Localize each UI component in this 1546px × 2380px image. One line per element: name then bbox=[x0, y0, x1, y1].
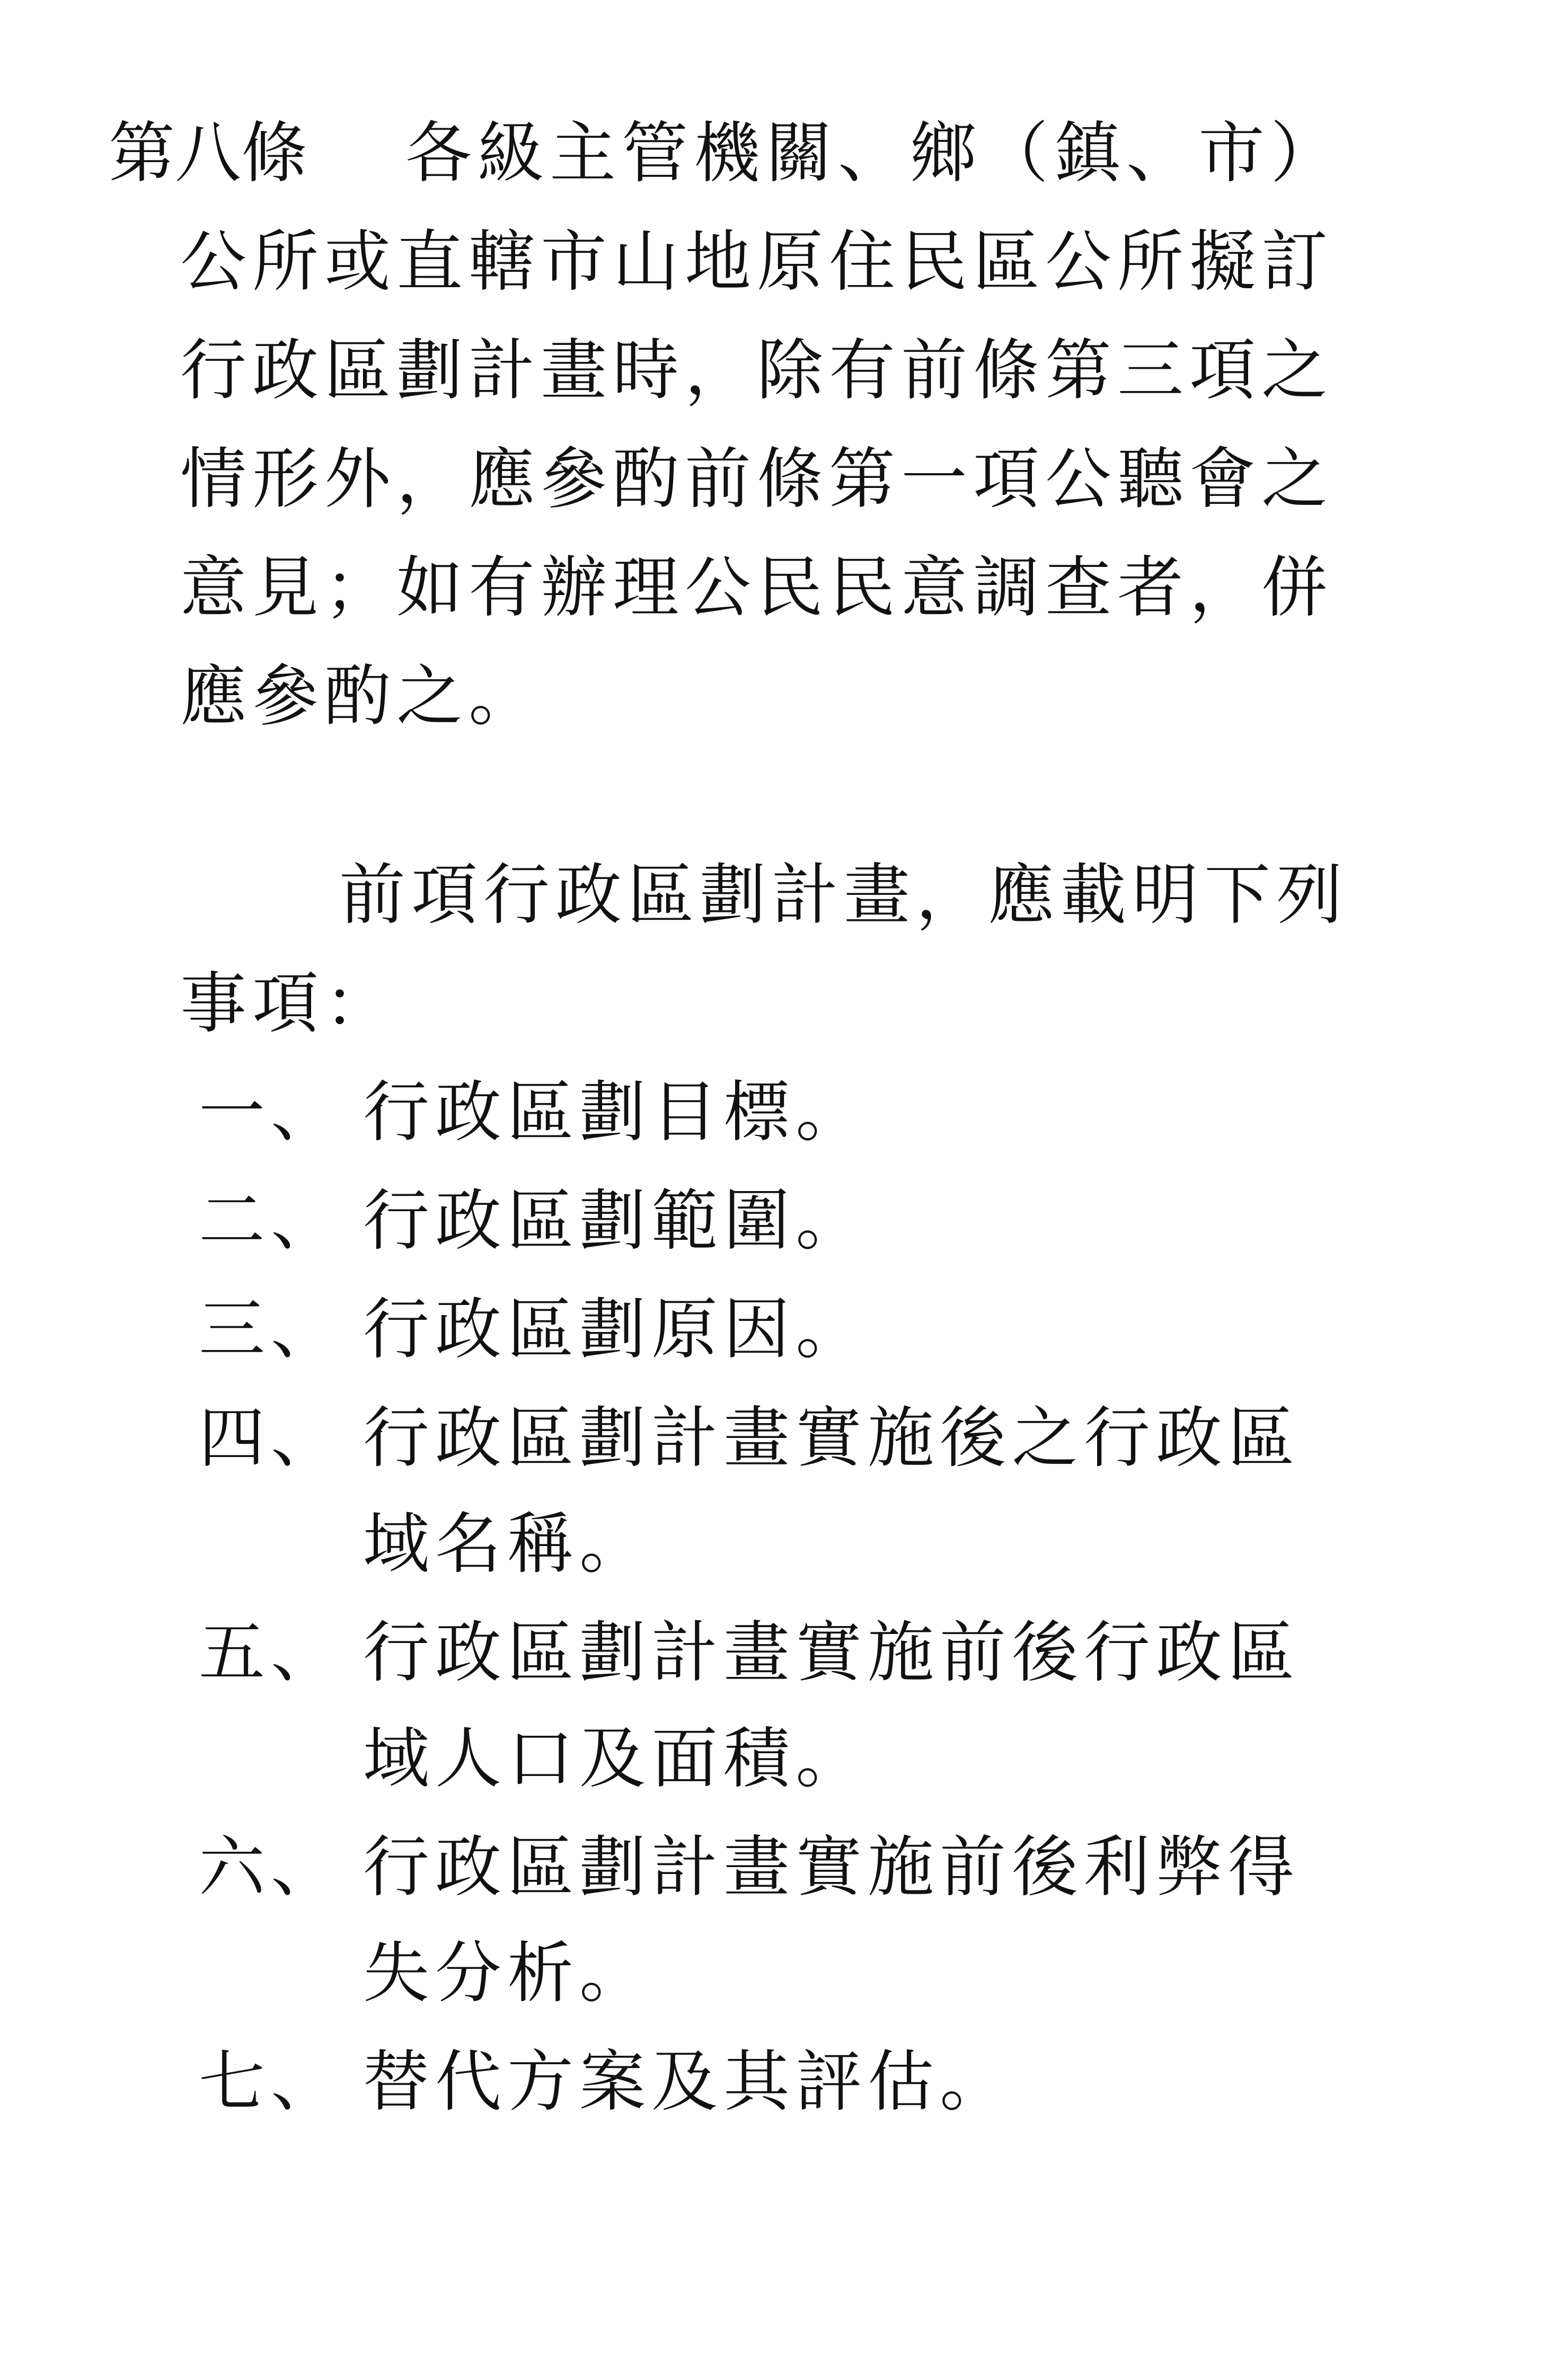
list-item-number: 六、 bbox=[199, 1829, 343, 1906]
list-item bbox=[199, 1396, 1300, 1481]
list-item bbox=[199, 1287, 868, 1372]
list-item-number: 一、 bbox=[199, 1074, 343, 1151]
list-item bbox=[199, 2040, 1012, 2125]
list-item-number: 五、 bbox=[199, 1614, 343, 1691]
list-item-text: 行政區劃範圍。 bbox=[363, 1183, 868, 1259]
article-first-line bbox=[109, 111, 1342, 196]
paragraph-line: 前項行政區劃計畫，應載明下列 bbox=[339, 857, 1348, 934]
list-item-number: 二、 bbox=[199, 1183, 343, 1259]
list-item-continuation: 失分析。 bbox=[363, 1935, 651, 2012]
list-item-text: 行政區劃計畫實施前後利弊得 bbox=[363, 1829, 1300, 1906]
article-text-line: 公所或直轄市山地原住民區公所擬訂 bbox=[180, 224, 1333, 300]
list-item bbox=[199, 1611, 1300, 1695]
list-item-number: 四、 bbox=[199, 1400, 343, 1477]
list-item-text: 行政區劃目標。 bbox=[363, 1074, 868, 1151]
list-item-text: 行政區劃計畫實施後之行政區 bbox=[363, 1400, 1300, 1477]
article-label: 第八條 bbox=[109, 115, 307, 192]
list-item-text: 行政區劃計畫實施前後行政區 bbox=[363, 1614, 1300, 1691]
list-item-continuation: 域人口及面積。 bbox=[363, 1720, 868, 1797]
article-text-line: 意見；如有辦理公民民意調查者，併 bbox=[180, 549, 1333, 626]
list-item-number: 七、 bbox=[199, 2044, 343, 2120]
list-item-continuation: 域名稱。 bbox=[363, 1506, 651, 1583]
list-item bbox=[199, 1825, 1300, 1910]
list-item bbox=[199, 1179, 868, 1264]
article-text-line: 行政區劃計畫時，除有前條第三項之 bbox=[180, 332, 1333, 409]
list-item-number: 三、 bbox=[199, 1291, 343, 1368]
list-item-text: 行政區劃原因。 bbox=[363, 1291, 868, 1368]
article-text-line: 應參酌之。 bbox=[180, 658, 541, 735]
paragraph-line: 事項： bbox=[180, 965, 396, 1042]
list-item bbox=[199, 1070, 868, 1155]
list-item-text: 替代方案及其評估。 bbox=[363, 2044, 1012, 2120]
article-text-line: 情形外，應參酌前條第一項公聽會之 bbox=[180, 441, 1333, 518]
article-text-line: 各級主管機關、鄉（鎮、市） bbox=[405, 115, 1342, 192]
